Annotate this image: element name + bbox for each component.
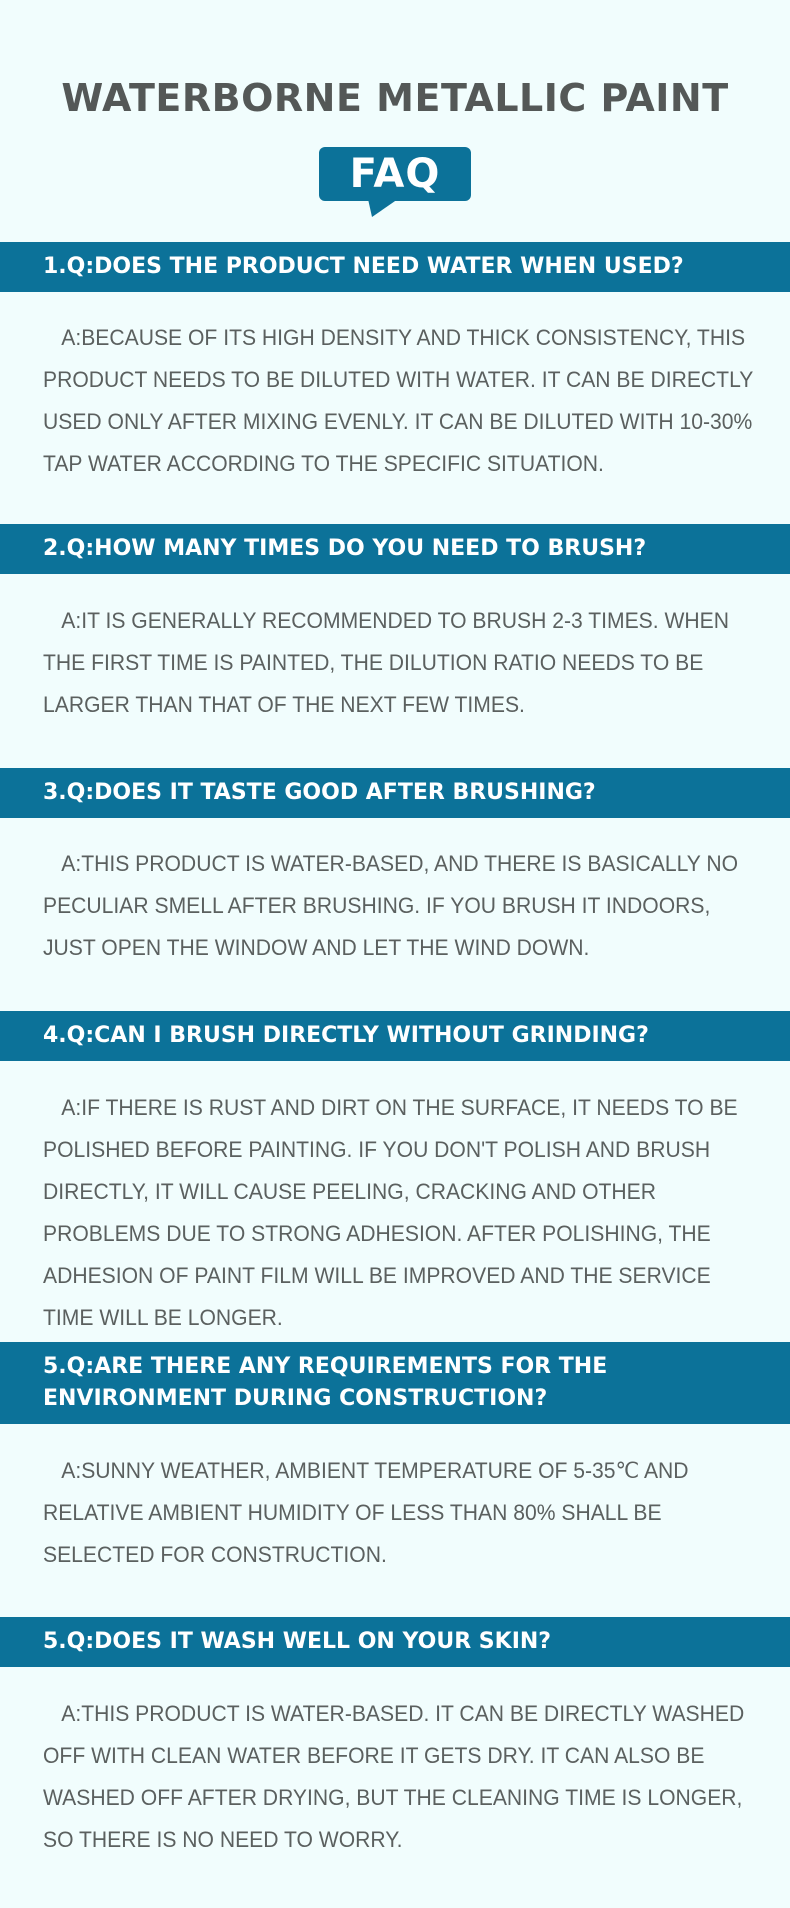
faq-question-1: 1.Q:DOES THE PRODUCT NEED WATER WHEN USED?	[0, 242, 790, 292]
faq-answer-1: A:BECAUSE OF ITS HIGH DENSITY AND THICK CONSISTENCY, THIS PRODUCT NEEDS TO BE DILUTED WITH WATER. IT CAN BE DIRECTLY USED ONLY AFTER MIXING EVENLY. IT CAN BE DILUTED WITH 10-30% TAP WATER ACCORDING TO THE SPECIFIC SITUATION.	[43, 325, 753, 476]
faq-badge-tail	[368, 199, 398, 217]
faq-answer-6: A:THIS PRODUCT IS WATER-BASED. IT CAN BE DIRECTLY WASHED OFF WITH CLEAN WATER BEFORE IT GETS DRY. IT CAN ALSO BE WASHED OFF AFTER DRYING, BUT THE CLEANING TIME IS LONGER, SO THERE IS NO NEED TO WORRY.	[43, 1701, 745, 1852]
faq-question-3: 3.Q:DOES IT TASTE GOOD AFTER BRUSHING?	[0, 768, 790, 818]
faq-answer-5: A:SUNNY WEATHER, AMBIENT TEMPERATURE OF 5-35℃ AND RELATIVE AMBIENT HUMIDITY OF LESS THAN 80% SHALL BE SELECTED FOR CONSTRUCTION.	[43, 1458, 689, 1567]
faq-answer-4: A:IF THERE IS RUST AND DIRT ON THE SURFACE, IT NEEDS TO BE POLISHED BEFORE PAINTING. IF YOU DON'T POLISH AND BRUSH DIRECTLY, IT WILL CAUSE PEELING, CRACKING AND OTHER PROBLEMS DUE TO STRONG ADHESION. AFTER POLISHING, THE ADHESION OF PAINT FILM WILL BE IMPROVED AND THE SERVICE TIME WILL BE LONGER.	[43, 1095, 738, 1330]
faq-question-4: 4.Q:CAN I BRUSH DIRECTLY WITHOUT GRINDING?	[0, 1011, 790, 1061]
faq-answer-3: A:THIS PRODUCT IS WATER-BASED, AND THERE IS BASICALLY NO PECULIAR SMELL AFTER BRUSHING. IF YOU BRUSH IT INDOORS, JUST OPEN THE WINDOW AND LET THE WIND DOWN.	[43, 851, 739, 960]
faq-badge: FAQ	[319, 147, 471, 201]
faq-question-2: 2.Q:HOW MANY TIMES DO YOU NEED TO BRUSH?	[0, 524, 790, 574]
faq-question-5: 5.Q:ARE THERE ANY REQUIREMENTS FOR THE ENVIRONMENT DURING CONSTRUCTION?	[0, 1342, 790, 1424]
faq-answer-2: A:IT IS GENERALLY RECOMMENDED TO BRUSH 2-3 TIMES. WHEN THE FIRST TIME IS PAINTED, THE DILUTION RATIO NEEDS TO BE LARGER THAN THAT OF THE NEXT FEW TIMES.	[43, 608, 730, 717]
faq-question-6: 5.Q:DOES IT WASH WELL ON YOUR SKIN?	[0, 1617, 790, 1667]
page-title: WATERBORNE METALLIC PAINT	[61, 76, 729, 120]
